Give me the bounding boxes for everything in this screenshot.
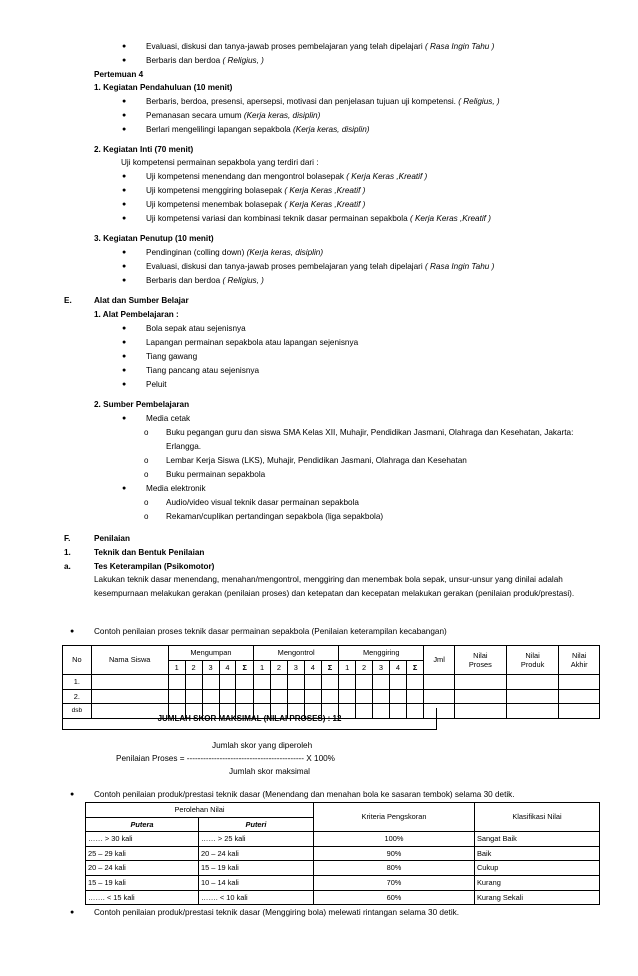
list-item: o Buku pegangan guru dan siswa SMA Kelas XII, Muhajir, Pendidikan Jasmani, Olahraga dan Kesehatan, Jakarta: [166,426,573,440]
sub-header: 1 [254,660,271,675]
pertemuan-heading: Pertemuan 4 [94,70,144,79]
list-item: ● Pendinginan (colling down) (Kerja keras, disiplin) [146,246,323,260]
list-item-continued: Erlangga. [166,442,202,451]
col-header: No [63,646,92,675]
formula-denominator: Jumlah skor maksimal [229,767,310,776]
sub-header: 1 [339,660,356,675]
paragraph: kesempurnaan melakukan gerakan (penilaian proses) dan ketepatan dan kecepatan melakukan gerakan (penilaian produk/prestasi). [94,589,575,598]
list-item: ● Berlari mengelilingi lapangan sepakbola (Kerja keras, disiplin) [146,123,369,137]
col-header: Jml [424,646,455,675]
kegiatan3-title: 3. Kegiatan Penutup (10 menit) [94,234,214,243]
sumber-title: 2. Sumber Pembelajaran [94,400,190,409]
total-row [62,708,437,730]
list-item: ● Uji kompetensi menembak bolasepak ( Kerja Keras ,Kreatif ) [146,198,365,212]
sub-header: 4 [219,660,236,675]
formula-numerator: Jumlah skor yang diperoleh [212,741,313,750]
list-item: ● Bola sepak atau sejenisnya [146,322,246,336]
col-header: Mengontrol [254,646,339,661]
kegiatan2-intro: Uji kompetensi permainan sepakbola yang terdiri dari : [121,158,319,167]
list-item: ● Evaluasi, diskusi dan tanya-jawab proses pembelajaran yang telah dipelajari ( Rasa Ingin Tahu ) [146,260,494,274]
sub-header: 3 [287,660,304,675]
table-row: 20 – 24 kali 15 – 19 kali 80% Cukup [86,861,600,876]
list-item: ● Berbaris, berdoa, presensi, apersepsi, motivasi dan penjelasan tujuan uji kompetensi. ( Religius, ) [146,95,500,109]
sub-header: 2 [356,660,373,675]
list-item: ● Contoh penilaian produk/prestasi teknik dasar (Menendang dan menahan bola ke sasaran tembok) selama 30 detik. [94,788,515,802]
list-item: o Lembar Kerja Siswa (LKS), Muhajir, Pendidikan Jasmani, Olahraga dan Kesehatan [166,454,467,468]
sub-header: Σ [406,660,423,675]
list-item: ● Contoh penilaian proses teknik dasar permainan sepakbola (Penilaian keterampilan kecabangan) [94,625,447,639]
list-item: ● Uji kompetensi variasi dan kombinasi teknik dasar permainan sepakbola ( Kerja Keras ,Kreatif ) [146,212,491,226]
paragraph: Lakukan teknik dasar menendang, menahan/mengontrol, menggiring dan menembak bola sepak, unsur-unsur yang dinilai adalah [94,575,563,584]
col-header: Puteri [199,817,314,832]
sub-header: 3 [373,660,390,675]
list-item: ● Lapangan permainan sepakbola atau lapangan sejenisnya [146,336,358,350]
table-row: 15 – 19 kali 10 – 14 kali 70% Kurang [86,875,600,890]
list-item: ● Peluit [146,378,166,392]
col-header: Nilai Proses [454,646,506,675]
col-header: Nama Siswa [91,646,168,675]
list-item: ● Evaluasi, diskusi dan tanya-jawab proses pembelajaran yang telah dipelajari ( Rasa Ingin Tahu ) [146,40,494,54]
sub-header: 4 [304,660,321,675]
item-letter: a. [64,562,71,571]
sub-header: 4 [389,660,406,675]
table-row: 2. [63,689,600,704]
col-header: Kriteria Pengskoran [314,803,475,832]
table-row: dsb [63,704,600,719]
col-header: Perolehan Nilai [86,803,314,818]
item-title: Tes Keterampilan (Psikomotor) [94,562,215,571]
list-item: ● Contoh penilaian produk/prestasi teknik dasar (Menggiring bola) melewati rintangan selama 30 detik. [94,906,459,920]
sub-header: Σ [236,660,254,675]
formula-equation: Penilaian Proses = ------------------------------------------- X 100% [116,754,335,763]
list-item: ● Berbaris dan berdoa ( Religius, ) [146,54,264,68]
section-letter-f: F. [64,534,71,543]
col-header: Menggiring [339,646,424,661]
table-row: 1. [63,675,600,690]
kegiatan1-title: 1. Kegiatan Pendahuluan (10 menit) [94,83,233,92]
alat-title: 1. Alat Pembelajaran : [94,310,179,319]
col-header: Nilai Akhir [559,646,600,675]
sub-header: 1 [168,660,185,675]
sub-header: 2 [271,660,288,675]
list-item: ● Uji kompetensi menggiring bolasepak ( Kerja Keras ,Kreatif ) [146,184,365,198]
table-row: ……. < 15 kali ……. < 10 kali 60% Kurang Sekali [86,890,600,905]
list-item: ● Tiang gawang [146,350,197,364]
sub-header: 3 [202,660,219,675]
list-item: ● Media elektronik [146,482,206,496]
section-letter-e: E. [64,296,72,305]
item-number: 1. [64,548,71,557]
list-item: o Buku permainan sepakbola [166,468,265,482]
list-item: o Audio/video visual teknik dasar permainan sepakbola [166,496,359,510]
section-e-title: Alat dan Sumber Belajar [94,296,189,305]
list-item: ● Berbaris dan berdoa ( Religius, ) [146,274,264,288]
total-label: JUMLAH SKOR MAKSIMAL (NILAI PROSES) : 12 [157,714,342,723]
table-row: …… > 30 kali …… > 25 kali 100% Sangat Baik [86,832,600,847]
col-header: Putera [86,817,199,832]
sub-header: 2 [185,660,202,675]
section-f-title: Penilaian [94,534,130,543]
product-score-table [85,802,600,905]
list-item: ● Media cetak [146,412,190,426]
list-item: ● Pemanasan secara umum (Kerja keras, disiplin) [146,109,320,123]
sub-header: Σ [321,660,338,675]
col-header: Nilai Produk [506,646,559,675]
col-header: Mengumpan [168,646,253,661]
list-item: ● Tiang pancang atau sejenisnya [146,364,259,378]
list-item: o Rekaman/cuplikan pertandingan sepakbola (liga sepakbola) [166,510,383,524]
kegiatan2-title: 2. Kegiatan Inti (70 menit) [94,145,194,154]
item-title: Teknik dan Bentuk Penilaian [94,548,205,557]
table-row: 25 – 29 kali 20 – 24 kali 90% Baik [86,846,600,861]
col-header: Klasifikasi Nilai [474,803,599,832]
list-item: ● Uji kompetensi menendang dan mengontrol bolasepak ( Kerja Keras ,Kreatif ) [146,170,427,184]
